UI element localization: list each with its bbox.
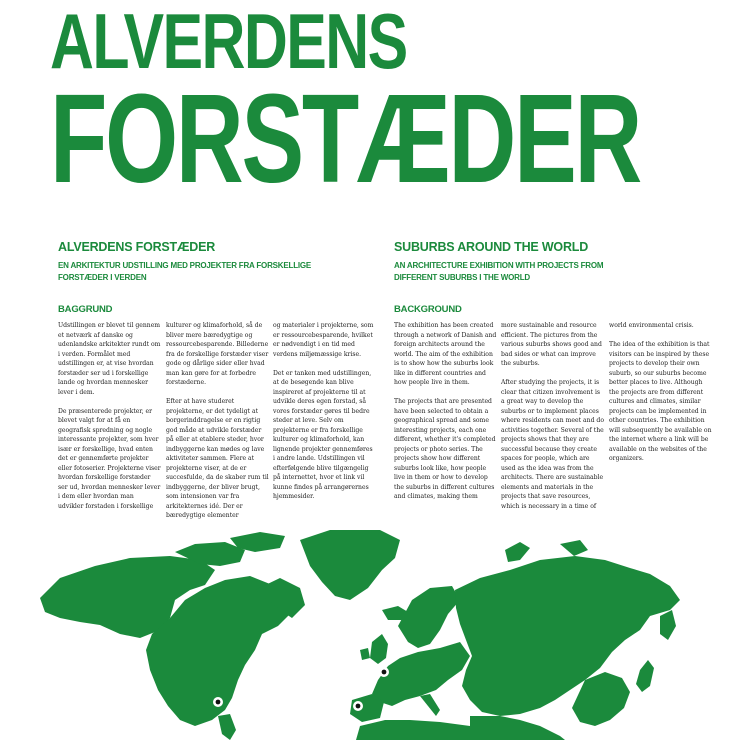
english-subheading-2: DIFFERENT SUBURBS I THE WORLD — [394, 273, 530, 282]
florida — [218, 714, 236, 740]
paragraph: world environmental crisis. — [609, 322, 694, 329]
japan — [636, 660, 654, 692]
paragraph: The idea of the exhibition is that visitors can be inspired by these projects to develop their own suburb, so our suburbs become better places to live. Although the projects are from different cultures and climates, similar projects can be implemented in other countries. The exhibition will subsequently be available on the internet where a link will be available on the websites of the organizers. — [609, 341, 712, 462]
ireland — [360, 648, 370, 660]
paragraph: The exhibition has been created through a network of Danish and foreign architects around the world. The aim of the exhibition is to show how the suburbs look like in different countries and how people live in them. — [394, 322, 497, 386]
marker-spain-dot — [356, 704, 361, 709]
scandinavia — [398, 586, 460, 648]
paragraph: Efter at have studeret projekterne, er det tydeligt at borgerinddragelse er en rigtig god måde at udvikle forstæder på eller at etablere steder, hvor indbyggerne kan mødes og lave aktiviteter sammen. Flere at projekterne viser, at de er succesfulde, da de skaber rum til indbyggerne, der bliver brugt, som intensionen var fra arkitekternes idé. Der er bæredygtige elementer — [166, 398, 269, 519]
danish-column-1 — [58, 321, 161, 521]
paragraph: Det er tanken med udstillingen, at de besøgende kan blive inspireret af projekterne til at udvikle deres egen forstad, så vores forstæder gøres til bedre steder at leve. Selv om projekterne er fra forskellige kulturer og klimaforhold, kan lignende projekter gennemføres i andre lande. Udstillingen vil efterfølgende blive tilgængelig på internettet, hvor et link vil kunne findes på arrangørernes hjemmesider. — [273, 369, 373, 500]
danish-subheading-2: FORSTÆDER I VERDEN — [58, 273, 147, 282]
marker-north-america-dot — [216, 700, 221, 705]
world-map — [0, 530, 740, 740]
english-column-2 — [501, 321, 604, 521]
arabia-india — [470, 716, 565, 740]
paragraph: After studying the projects, it is clear that citizen involvement is a great way to develop the suburbs or to implement places where residents can meet and do activities together. Several of the projects shows that they are successful because they create spaces for people, which are used as the idea was from the architects. There are sustainable elements and materials in the projects that save resources, which is necessary in a time of — [501, 379, 604, 510]
paragraph: more sustainable and resource efficient. The pictures from the various suburbs shows good and bad sides or what can improve the suburbs. — [501, 322, 602, 367]
paragraph: Udstillingen er blevet til gennem et netværk af danske og udenlandske arkitekter rundt om i verden. Formålet med udstillingen er, at vise hvordan forstæder ser ud i forskellige lande og hvordan mennesker lever i dem. — [58, 322, 161, 396]
danish-section-heading: BAGGRUND — [58, 304, 113, 315]
kamchatka — [660, 610, 676, 640]
english-heading: SUBURBS AROUND THE WORLD — [394, 240, 589, 254]
greenland — [300, 530, 400, 600]
english-column-1 — [394, 321, 497, 511]
english-subheading-1: AN ARCHITECTURE EXHIBITION WITH PROJECTS FROM — [394, 261, 604, 270]
asia — [455, 556, 680, 716]
novaya-zemlya — [505, 542, 530, 562]
danish-column-2 — [166, 321, 269, 530]
paragraph: kulturer og klimaforhold, så de bliver mere bæredygtige og ressourcebesparende. Billederne fra de forskellige forstæder viser gode og dårlige sider eller hvad man kan gøre for at forbedre forstæderne. — [166, 322, 269, 386]
english-column-3 — [609, 321, 712, 473]
italy — [420, 694, 440, 716]
danish-column-3 — [273, 321, 376, 511]
paragraph: De præsenterede projekter, er blevet valgt for at få en geografisk spredning og nogle interessante projekter, som hver især er forskellige, hvad enten det er gennemførte projekter eller fotoserier. Projekterne viser hvordan forskellige forstæder ser ud, hvordan mennesker lever i dem eller hvordan man udvikler forstaden i forskellige — [58, 407, 161, 510]
paragraph: The projects that are presented have been selected to obtain a geographical spread and some interesting projects, each one different, whether it's completed projects or photo series. The projects show how different suburbs look like, how people live in them or how to develop the suburbs in different cultures and climates, making them — [394, 398, 496, 500]
danish-heading: ALVERDENS FORSTÆDER — [58, 240, 216, 254]
severnaya-zemlya — [560, 540, 588, 556]
english-section-heading: BACKGROUND — [394, 304, 462, 315]
title-line-2: FORSTÆDER — [50, 68, 641, 209]
title-line-1: ALVERDENS — [50, 0, 407, 85]
great-britain — [370, 634, 388, 664]
paragraph: og materialer i projekterne, som er ressourcebesparende, hvilket er nødvendigt i en tid med verdens miljømæssige krise. — [273, 322, 374, 358]
danish-subheading-1: EN ARKITEKTUR UDSTILLING MED PROJEKTER FRA FORSKELLIGE — [58, 261, 312, 270]
marker-denmark-dot — [382, 670, 387, 675]
